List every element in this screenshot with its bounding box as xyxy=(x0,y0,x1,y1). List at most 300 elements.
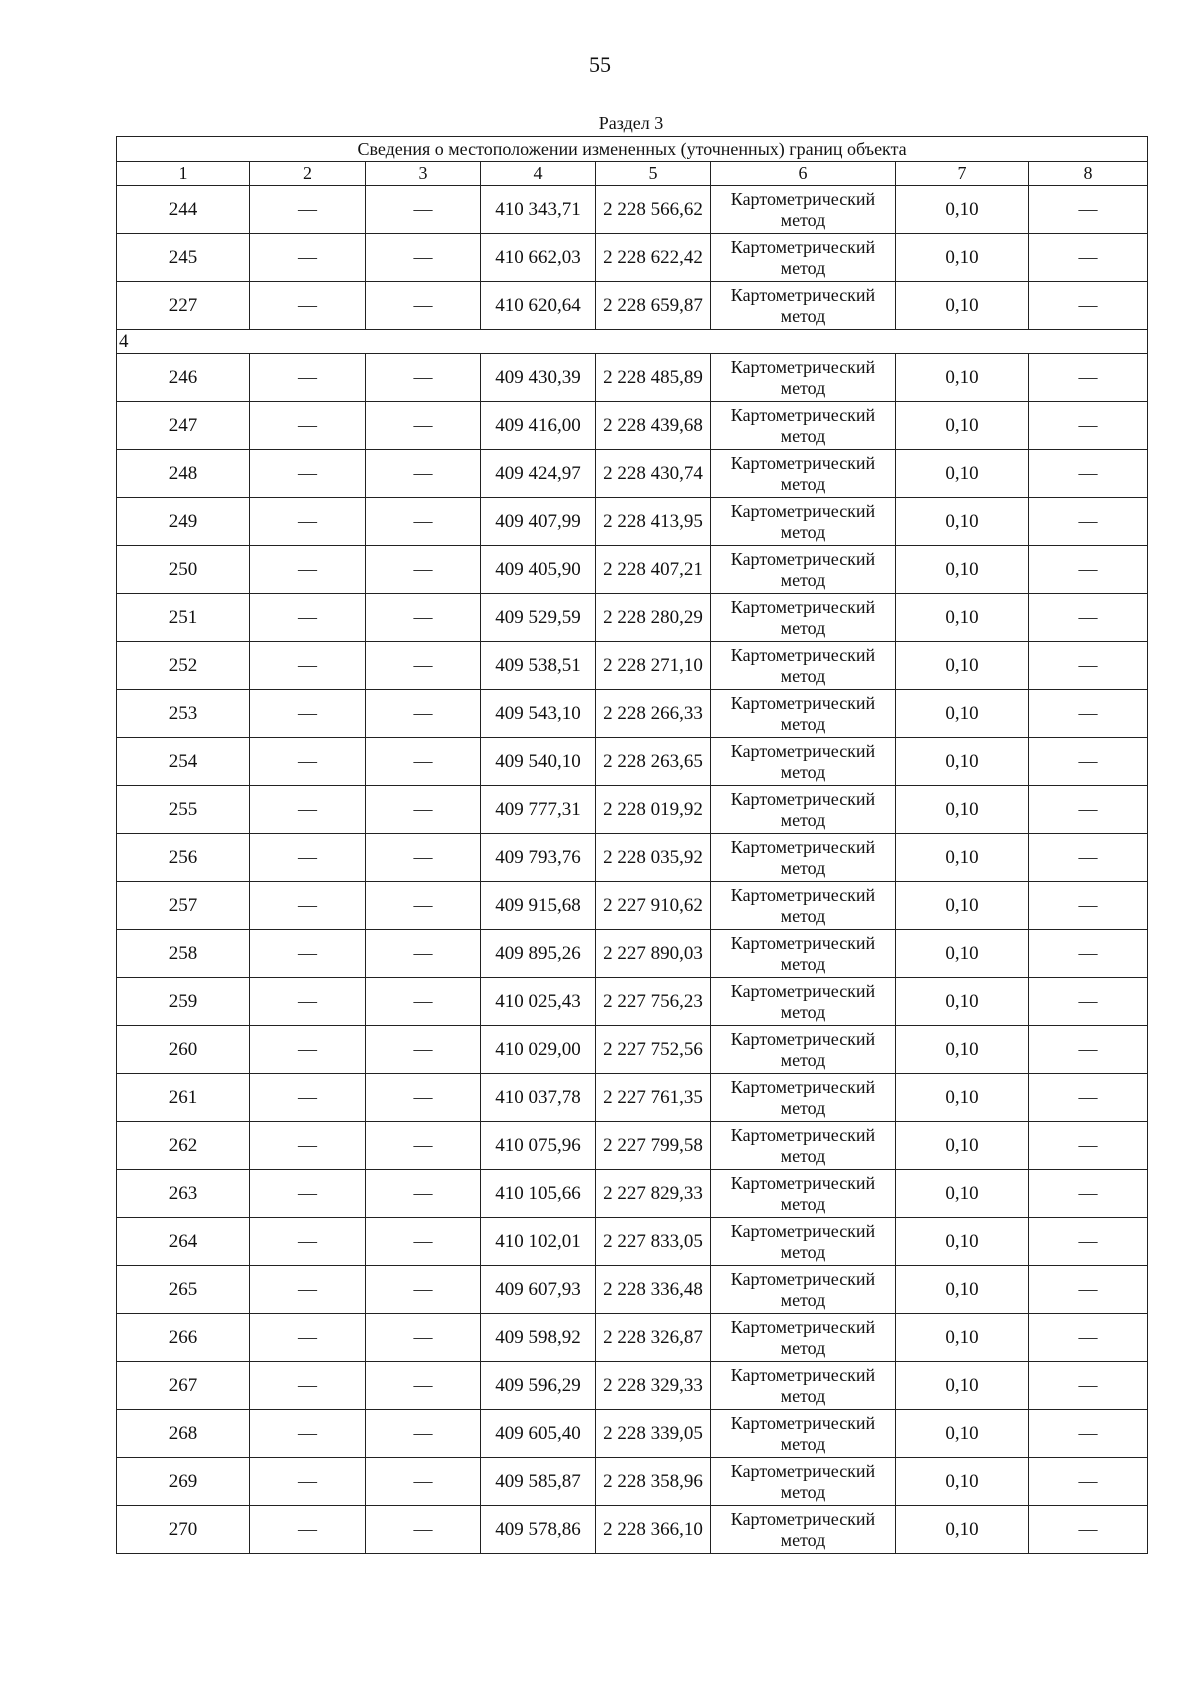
coordinate-y: 2 227 752,56 xyxy=(596,1026,711,1074)
method-line2: метод xyxy=(780,905,826,926)
method-cell xyxy=(711,1218,896,1266)
dash-cell: — xyxy=(366,834,481,882)
point-number: 248 xyxy=(117,450,250,498)
method-line2: метод xyxy=(780,1001,826,1022)
dash-cell: — xyxy=(366,1266,481,1314)
method-cell xyxy=(711,1458,896,1506)
coordinate-x: 409 529,59 xyxy=(481,594,596,642)
method-line2: метод xyxy=(780,1433,826,1454)
dash-cell: — xyxy=(1029,282,1148,330)
point-number: 266 xyxy=(117,1314,250,1362)
coordinate-x: 410 102,01 xyxy=(481,1218,596,1266)
column-number: 4 xyxy=(481,162,596,186)
table-row xyxy=(117,1362,1148,1410)
dash-cell: — xyxy=(366,882,481,930)
point-number: 264 xyxy=(117,1218,250,1266)
group-label: 4 xyxy=(117,330,1148,354)
method-line1: Картометрический xyxy=(730,644,876,665)
method-cell xyxy=(711,738,896,786)
method-cell xyxy=(711,546,896,594)
method-line2: метод xyxy=(780,1289,826,1310)
table-row xyxy=(117,1026,1148,1074)
point-number: 262 xyxy=(117,1122,250,1170)
dash-cell: — xyxy=(250,1170,366,1218)
method-line2: метод xyxy=(780,305,826,326)
method-cell xyxy=(711,234,896,282)
coordinate-x: 409 578,86 xyxy=(481,1506,596,1554)
dash-cell: — xyxy=(1029,1122,1148,1170)
dash-cell: — xyxy=(250,402,366,450)
table-row xyxy=(117,1266,1148,1314)
dash-cell: — xyxy=(366,1458,481,1506)
accuracy: 0,10 xyxy=(896,1314,1029,1362)
coordinate-x: 409 793,76 xyxy=(481,834,596,882)
method-line1: Картометрический xyxy=(730,1220,876,1241)
dash-cell: — xyxy=(1029,642,1148,690)
accuracy: 0,10 xyxy=(896,1410,1029,1458)
coordinate-x: 410 025,43 xyxy=(481,978,596,1026)
method-cell xyxy=(711,402,896,450)
dash-cell: — xyxy=(366,1410,481,1458)
table-row xyxy=(117,1170,1148,1218)
dash-cell: — xyxy=(250,594,366,642)
dash-cell: — xyxy=(250,786,366,834)
dash-cell: — xyxy=(366,738,481,786)
method-line1: Картометрический xyxy=(730,1172,876,1193)
accuracy: 0,10 xyxy=(896,594,1029,642)
dash-cell: — xyxy=(366,1314,481,1362)
dash-cell: — xyxy=(1029,834,1148,882)
accuracy: 0,10 xyxy=(896,1266,1029,1314)
coordinate-y: 2 228 266,33 xyxy=(596,690,711,738)
coordinate-x: 410 343,71 xyxy=(481,186,596,234)
table-row xyxy=(117,354,1148,402)
coordinate-y: 2 228 366,10 xyxy=(596,1506,711,1554)
dash-cell: — xyxy=(1029,1506,1148,1554)
group-row xyxy=(117,330,1148,354)
point-number: 227 xyxy=(117,282,250,330)
dash-cell: — xyxy=(250,1122,366,1170)
coordinate-x: 410 029,00 xyxy=(481,1026,596,1074)
method-line2: метод xyxy=(780,209,826,230)
method-line2: метод xyxy=(780,1145,826,1166)
dash-cell: — xyxy=(1029,186,1148,234)
method-line2: метод xyxy=(780,617,826,638)
dash-cell: — xyxy=(366,1170,481,1218)
dash-cell: — xyxy=(1029,1218,1148,1266)
dash-cell: — xyxy=(1029,1410,1148,1458)
table-row xyxy=(117,1314,1148,1362)
method-line2: метод xyxy=(780,713,826,734)
point-number: 256 xyxy=(117,834,250,882)
accuracy: 0,10 xyxy=(896,1170,1029,1218)
table-row xyxy=(117,978,1148,1026)
dash-cell: — xyxy=(366,498,481,546)
dash-cell: — xyxy=(250,1266,366,1314)
accuracy: 0,10 xyxy=(896,402,1029,450)
dash-cell: — xyxy=(250,1218,366,1266)
dash-cell: — xyxy=(250,1410,366,1458)
column-number: 5 xyxy=(596,162,711,186)
table-row xyxy=(117,450,1148,498)
method-cell xyxy=(711,1314,896,1362)
coordinate-x: 409 430,39 xyxy=(481,354,596,402)
dash-cell: — xyxy=(250,1314,366,1362)
table-caption-row xyxy=(117,137,1148,162)
dash-cell: — xyxy=(1029,354,1148,402)
table-row xyxy=(117,738,1148,786)
accuracy: 0,10 xyxy=(896,354,1029,402)
table-row xyxy=(117,186,1148,234)
coordinate-y: 2 228 339,05 xyxy=(596,1410,711,1458)
method-cell xyxy=(711,786,896,834)
accuracy: 0,10 xyxy=(896,282,1029,330)
method-line1: Картометрический xyxy=(730,884,876,905)
dash-cell: — xyxy=(1029,1458,1148,1506)
table-row xyxy=(117,402,1148,450)
method-line2: метод xyxy=(780,809,826,830)
accuracy: 0,10 xyxy=(896,234,1029,282)
method-line1: Картометрический xyxy=(730,740,876,761)
accuracy: 0,10 xyxy=(896,1506,1029,1554)
coordinate-y: 2 228 329,33 xyxy=(596,1362,711,1410)
method-line1: Картометрический xyxy=(730,596,876,617)
accuracy: 0,10 xyxy=(896,546,1029,594)
method-line1: Картометрический xyxy=(730,980,876,1001)
point-number: 269 xyxy=(117,1458,250,1506)
point-number: 267 xyxy=(117,1362,250,1410)
coordinate-y: 2 228 326,87 xyxy=(596,1314,711,1362)
point-number: 252 xyxy=(117,642,250,690)
dash-cell: — xyxy=(366,546,481,594)
method-line1: Картометрический xyxy=(730,1508,876,1529)
accuracy: 0,10 xyxy=(896,738,1029,786)
table-row xyxy=(117,594,1148,642)
method-line1: Картометрический xyxy=(730,356,876,377)
method-line1: Картометрический xyxy=(730,788,876,809)
table-row xyxy=(117,1410,1148,1458)
coordinate-y: 2 228 019,92 xyxy=(596,786,711,834)
table-row xyxy=(117,546,1148,594)
point-number: 260 xyxy=(117,1026,250,1074)
dash-cell: — xyxy=(366,354,481,402)
method-cell xyxy=(711,282,896,330)
method-line2: метод xyxy=(780,1049,826,1070)
dash-cell: — xyxy=(250,186,366,234)
coordinate-x: 409 405,90 xyxy=(481,546,596,594)
method-line1: Картометрический xyxy=(730,500,876,521)
method-cell xyxy=(711,186,896,234)
point-number: 268 xyxy=(117,1410,250,1458)
method-line2: метод xyxy=(780,665,826,686)
coordinate-x: 409 585,87 xyxy=(481,1458,596,1506)
accuracy: 0,10 xyxy=(896,930,1029,978)
dash-cell: — xyxy=(250,690,366,738)
table-row xyxy=(117,642,1148,690)
point-number: 246 xyxy=(117,354,250,402)
dash-cell: — xyxy=(250,1362,366,1410)
dash-cell: — xyxy=(1029,930,1148,978)
method-cell xyxy=(711,594,896,642)
method-cell xyxy=(711,1362,896,1410)
method-line2: метод xyxy=(780,473,826,494)
method-line2: метод xyxy=(780,1529,826,1550)
table-row xyxy=(117,1122,1148,1170)
coordinate-y: 2 227 833,05 xyxy=(596,1218,711,1266)
dash-cell: — xyxy=(250,642,366,690)
method-line1: Картометрический xyxy=(730,1412,876,1433)
dash-cell: — xyxy=(250,834,366,882)
accuracy: 0,10 xyxy=(896,834,1029,882)
coordinate-y: 2 227 829,33 xyxy=(596,1170,711,1218)
accuracy: 0,10 xyxy=(896,882,1029,930)
method-cell xyxy=(711,1506,896,1554)
coordinate-x: 409 605,40 xyxy=(481,1410,596,1458)
method-line1: Картометрический xyxy=(730,1076,876,1097)
table-row xyxy=(117,930,1148,978)
column-numbers-row xyxy=(117,162,1148,186)
coordinate-x: 409 777,31 xyxy=(481,786,596,834)
method-line2: метод xyxy=(780,1241,826,1262)
dash-cell: — xyxy=(366,1506,481,1554)
dash-cell: — xyxy=(366,690,481,738)
coordinate-x: 409 407,99 xyxy=(481,498,596,546)
method-line2: метод xyxy=(780,1097,826,1118)
coordinate-x: 409 607,93 xyxy=(481,1266,596,1314)
dash-cell: — xyxy=(1029,1266,1148,1314)
method-line2: метод xyxy=(780,761,826,782)
coordinate-x: 410 662,03 xyxy=(481,234,596,282)
method-line2: метод xyxy=(780,1337,826,1358)
method-line2: метод xyxy=(780,1385,826,1406)
accuracy: 0,10 xyxy=(896,978,1029,1026)
coordinate-y: 2 227 756,23 xyxy=(596,978,711,1026)
dash-cell: — xyxy=(366,1026,481,1074)
boundary-table xyxy=(116,136,1148,1554)
coordinate-y: 2 227 910,62 xyxy=(596,882,711,930)
method-cell xyxy=(711,834,896,882)
dash-cell: — xyxy=(366,594,481,642)
dash-cell: — xyxy=(366,930,481,978)
method-cell xyxy=(711,354,896,402)
point-number: 270 xyxy=(117,1506,250,1554)
point-number: 254 xyxy=(117,738,250,786)
dash-cell: — xyxy=(366,186,481,234)
coordinate-y: 2 228 659,87 xyxy=(596,282,711,330)
column-number: 8 xyxy=(1029,162,1148,186)
coordinate-y: 2 228 263,65 xyxy=(596,738,711,786)
method-cell xyxy=(711,978,896,1026)
method-line2: метод xyxy=(780,257,826,278)
point-number: 263 xyxy=(117,1170,250,1218)
table-row xyxy=(117,234,1148,282)
point-number: 261 xyxy=(117,1074,250,1122)
method-cell xyxy=(711,450,896,498)
dash-cell: — xyxy=(1029,450,1148,498)
dash-cell: — xyxy=(250,354,366,402)
dash-cell: — xyxy=(1029,1026,1148,1074)
method-line1: Картометрический xyxy=(730,836,876,857)
dash-cell: — xyxy=(366,450,481,498)
point-number: 257 xyxy=(117,882,250,930)
method-cell xyxy=(711,1266,896,1314)
coordinate-y: 2 228 430,74 xyxy=(596,450,711,498)
point-number: 244 xyxy=(117,186,250,234)
page-number: 55 xyxy=(589,52,611,77)
coordinate-x: 409 416,00 xyxy=(481,402,596,450)
dash-cell: — xyxy=(1029,402,1148,450)
coordinate-y: 2 227 890,03 xyxy=(596,930,711,978)
accuracy: 0,10 xyxy=(896,1122,1029,1170)
coordinate-y: 2 228 035,92 xyxy=(596,834,711,882)
method-line1: Картометрический xyxy=(730,1364,876,1385)
method-line1: Картометрический xyxy=(730,236,876,257)
method-line1: Картометрический xyxy=(730,932,876,953)
dash-cell: — xyxy=(250,546,366,594)
dash-cell: — xyxy=(250,450,366,498)
point-number: 253 xyxy=(117,690,250,738)
table-row xyxy=(117,882,1148,930)
table-row xyxy=(117,1506,1148,1554)
dash-cell: — xyxy=(250,1074,366,1122)
coordinate-y: 2 228 566,62 xyxy=(596,186,711,234)
dash-cell: — xyxy=(1029,978,1148,1026)
method-line1: Картометрический xyxy=(730,1028,876,1049)
table-row xyxy=(117,1218,1148,1266)
method-cell xyxy=(711,1122,896,1170)
coordinate-y: 2 228 358,96 xyxy=(596,1458,711,1506)
method-cell xyxy=(711,930,896,978)
coordinate-x: 409 540,10 xyxy=(481,738,596,786)
coordinate-y: 2 228 622,42 xyxy=(596,234,711,282)
accuracy: 0,10 xyxy=(896,1458,1029,1506)
coordinate-y: 2 228 280,29 xyxy=(596,594,711,642)
dash-cell: — xyxy=(366,978,481,1026)
method-line2: метод xyxy=(780,425,826,446)
dash-cell: — xyxy=(250,738,366,786)
table-row xyxy=(117,1458,1148,1506)
method-line1: Картометрический xyxy=(730,692,876,713)
section-title: Раздел 3 xyxy=(598,113,664,133)
method-line1: Картометрический xyxy=(730,1268,876,1289)
coordinate-x: 409 895,26 xyxy=(481,930,596,978)
coordinate-y: 2 227 761,35 xyxy=(596,1074,711,1122)
dash-cell: — xyxy=(366,1122,481,1170)
dash-cell: — xyxy=(1029,690,1148,738)
dash-cell: — xyxy=(250,978,366,1026)
method-line1: Картометрический xyxy=(730,452,876,473)
coordinate-y: 2 228 336,48 xyxy=(596,1266,711,1314)
method-cell xyxy=(711,690,896,738)
point-number: 250 xyxy=(117,546,250,594)
method-line2: метод xyxy=(780,1193,826,1214)
accuracy: 0,10 xyxy=(896,690,1029,738)
dash-cell: — xyxy=(1029,1170,1148,1218)
point-number: 258 xyxy=(117,930,250,978)
dash-cell: — xyxy=(250,1026,366,1074)
accuracy: 0,10 xyxy=(896,786,1029,834)
method-line2: метод xyxy=(780,521,826,542)
method-line1: Картометрический xyxy=(730,1316,876,1337)
method-line2: метод xyxy=(780,953,826,974)
dash-cell: — xyxy=(1029,1074,1148,1122)
dash-cell: — xyxy=(1029,498,1148,546)
table-row xyxy=(117,834,1148,882)
method-line2: метод xyxy=(780,377,826,398)
method-line1: Картометрический xyxy=(730,404,876,425)
dash-cell: — xyxy=(366,234,481,282)
coordinate-x: 409 598,92 xyxy=(481,1314,596,1362)
dash-cell: — xyxy=(1029,738,1148,786)
dash-cell: — xyxy=(250,234,366,282)
method-line2: метод xyxy=(780,857,826,878)
coordinate-x: 410 075,96 xyxy=(481,1122,596,1170)
point-number: 249 xyxy=(117,498,250,546)
column-number: 1 xyxy=(117,162,250,186)
coordinate-x: 409 538,51 xyxy=(481,642,596,690)
method-cell xyxy=(711,1026,896,1074)
dash-cell: — xyxy=(250,498,366,546)
coordinate-x: 409 596,29 xyxy=(481,1362,596,1410)
dash-cell: — xyxy=(366,1362,481,1410)
dash-cell: — xyxy=(1029,234,1148,282)
method-cell xyxy=(711,1410,896,1458)
dash-cell: — xyxy=(1029,1362,1148,1410)
coordinate-x: 410 037,78 xyxy=(481,1074,596,1122)
dash-cell: — xyxy=(366,402,481,450)
table-row xyxy=(117,282,1148,330)
accuracy: 0,10 xyxy=(896,1362,1029,1410)
dash-cell: — xyxy=(250,282,366,330)
accuracy: 0,10 xyxy=(896,1074,1029,1122)
accuracy: 0,10 xyxy=(896,498,1029,546)
coordinate-x: 409 424,97 xyxy=(481,450,596,498)
column-number: 2 xyxy=(250,162,366,186)
coordinate-y: 2 228 407,21 xyxy=(596,546,711,594)
column-number: 3 xyxy=(366,162,481,186)
point-number: 247 xyxy=(117,402,250,450)
accuracy: 0,10 xyxy=(896,1026,1029,1074)
table-row xyxy=(117,690,1148,738)
dash-cell: — xyxy=(250,882,366,930)
dash-cell: — xyxy=(1029,786,1148,834)
dash-cell: — xyxy=(1029,1314,1148,1362)
coordinate-y: 2 227 799,58 xyxy=(596,1122,711,1170)
accuracy: 0,10 xyxy=(896,450,1029,498)
method-cell xyxy=(711,1074,896,1122)
method-line2: метод xyxy=(780,1481,826,1502)
method-line1: Картометрический xyxy=(730,1460,876,1481)
coordinate-y: 2 228 485,89 xyxy=(596,354,711,402)
point-number: 265 xyxy=(117,1266,250,1314)
method-line2: метод xyxy=(780,569,826,590)
point-number: 259 xyxy=(117,978,250,1026)
dash-cell: — xyxy=(366,786,481,834)
table-row xyxy=(117,1074,1148,1122)
dash-cell: — xyxy=(1029,882,1148,930)
method-cell xyxy=(711,1170,896,1218)
coordinate-x: 409 543,10 xyxy=(481,690,596,738)
column-number: 7 xyxy=(896,162,1029,186)
dash-cell: — xyxy=(250,930,366,978)
accuracy: 0,10 xyxy=(896,642,1029,690)
dash-cell: — xyxy=(1029,594,1148,642)
method-cell xyxy=(711,498,896,546)
dash-cell: — xyxy=(1029,546,1148,594)
coordinate-x: 410 105,66 xyxy=(481,1170,596,1218)
method-line1: Картометрический xyxy=(730,548,876,569)
point-number: 245 xyxy=(117,234,250,282)
